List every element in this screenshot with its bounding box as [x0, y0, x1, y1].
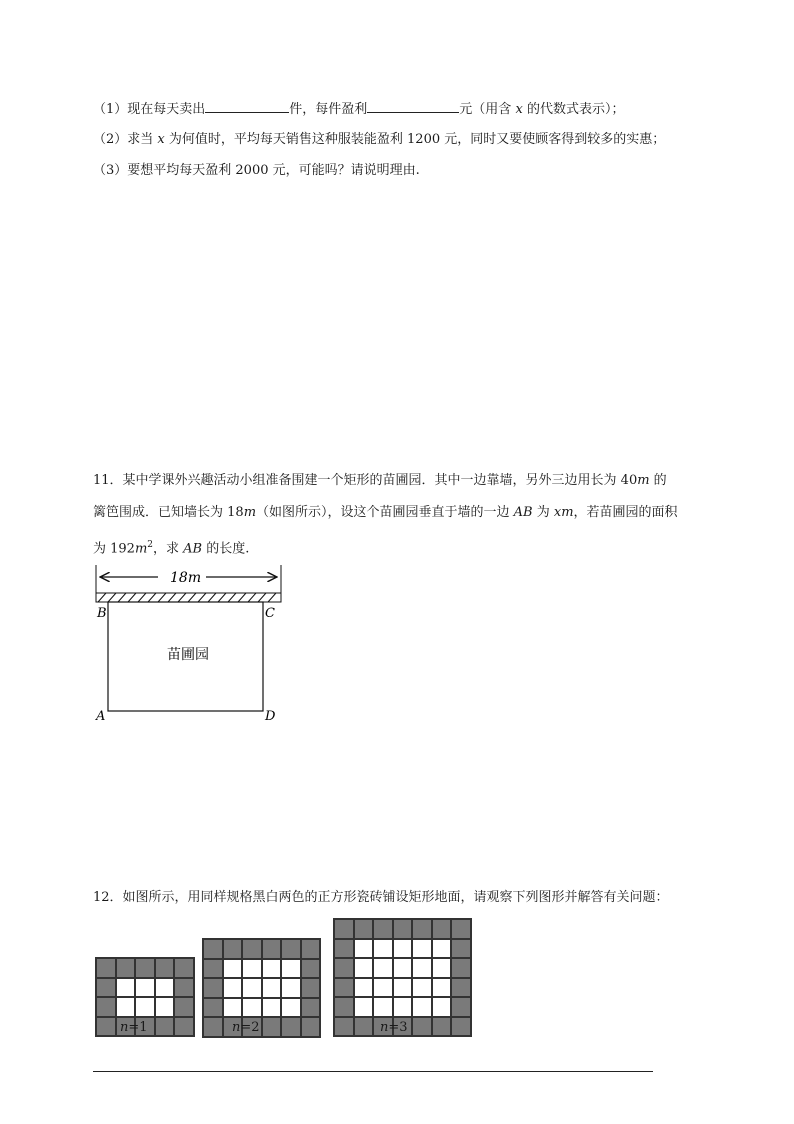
white-tile: [354, 958, 374, 978]
white-tile: [242, 959, 262, 979]
dark-tile: [223, 939, 243, 959]
dark-tile: [432, 1017, 452, 1037]
dark-tile: [116, 958, 136, 978]
garden-figure: [88, 563, 298, 728]
white-tile: [354, 997, 374, 1017]
white-tile: [412, 997, 432, 1017]
dark-tile: [334, 958, 354, 978]
dark-tile: [451, 919, 471, 939]
white-tile: [432, 978, 452, 998]
white-tile: [262, 959, 282, 979]
q11-text: 11．某中学课外兴趣活动小组准备围建一个矩形的苗圃园．其中一边靠墙，另外三边用长为 40m 的 篱笆围成．已知墙长为 18m（如图所示），设这个苗圃园垂直于墙的一边 AB 为 xm，若苗圃园的面积 为 $192m^2$，求 AB 的长度.: [93, 473, 678, 557]
white-tile: [281, 998, 301, 1018]
vertex-D: D: [265, 709, 276, 724]
dark-tile: [262, 1017, 282, 1037]
white-tile: [135, 978, 155, 998]
tile-pattern-n2: [202, 938, 321, 1038]
pattern-label-n2: n=2: [232, 1020, 260, 1035]
white-tile: [412, 958, 432, 978]
white-tile: [135, 997, 155, 1017]
q10-part2-text-b: 为何值时，平均每天销售这种服装能盈利 1200 元，同时又要使顾客得到较多的实惠；: [168, 132, 666, 147]
variable-x: x: [515, 102, 523, 117]
footer-rule: [93, 1071, 653, 1072]
dark-tile: [174, 958, 194, 978]
white-tile: [373, 939, 393, 959]
dark-tile: [334, 997, 354, 1017]
q10-part1-text-d: 的代数式表示）；: [526, 102, 625, 117]
dark-tile: [354, 919, 374, 939]
white-tile: [354, 939, 374, 959]
q10-part2-text: （2）求当: [93, 132, 154, 147]
q10-part3: [93, 162, 420, 180]
dark-tile: [262, 939, 282, 959]
q10-part1: [93, 99, 624, 119]
dark-tile: [393, 919, 413, 939]
wall-hatch: [96, 593, 281, 602]
dark-tile: [301, 959, 321, 979]
white-tile: [281, 978, 301, 998]
white-tile: [155, 978, 175, 998]
dark-tile: [96, 1017, 116, 1037]
q10-part3-text: （3）要想平均每天盈利 2000 元，可能吗？请说明理由.: [93, 163, 420, 178]
dark-tile: [242, 939, 262, 959]
dark-tile: [96, 978, 116, 998]
garden-label: 苗圃园: [167, 647, 209, 663]
dark-tile: [373, 919, 393, 939]
q12-text: 12．如图所示，用同样规格黑白两色的正方形瓷砖铺设矩形地面，请观察下列图形并解答有关问题：: [93, 890, 669, 905]
dark-tile: [334, 939, 354, 959]
dark-tile: [354, 1017, 374, 1037]
white-tile: [373, 978, 393, 998]
dark-tile: [96, 958, 116, 978]
white-tile: [393, 997, 413, 1017]
dark-tile: [281, 1017, 301, 1037]
dark-tile: [334, 1017, 354, 1037]
white-tile: [223, 978, 243, 998]
dark-tile: [451, 1017, 471, 1037]
white-tile: [116, 997, 136, 1017]
white-tile: [393, 939, 413, 959]
dark-tile: [451, 997, 471, 1017]
dark-tile: [96, 997, 116, 1017]
dark-tile: [174, 1017, 194, 1037]
pattern-label-n3: n=3: [380, 1020, 408, 1035]
white-tile: [432, 958, 452, 978]
white-tile: [412, 978, 432, 998]
white-tile: [393, 958, 413, 978]
dark-tile: [174, 978, 194, 998]
white-tile: [281, 959, 301, 979]
vertex-A: A: [96, 709, 106, 724]
white-tile: [373, 958, 393, 978]
white-tile: [223, 998, 243, 1018]
dark-tile: [451, 958, 471, 978]
white-tile: [242, 998, 262, 1018]
q10-part1-text-b: 件，每件盈利: [289, 102, 368, 117]
white-tile: [393, 978, 413, 998]
dark-tile: [203, 978, 223, 998]
white-tile: [412, 939, 432, 959]
dark-tile: [301, 1017, 321, 1037]
white-tile: [262, 998, 282, 1018]
dark-tile: [135, 958, 155, 978]
white-tile: [262, 978, 282, 998]
dark-tile: [412, 919, 432, 939]
white-tile: [432, 997, 452, 1017]
wall-length-label: 18m: [170, 570, 202, 586]
dark-tile: [451, 978, 471, 998]
dark-tile: [281, 939, 301, 959]
answer-blank-2[interactable]: [367, 99, 459, 113]
dark-tile: [155, 1017, 175, 1037]
dark-tile: [412, 1017, 432, 1037]
vertex-C: C: [265, 606, 275, 621]
dark-tile: [301, 978, 321, 998]
dark-tile: [203, 939, 223, 959]
dark-tile: [334, 978, 354, 998]
q10-part1-text: （1）现在每天卖出: [93, 102, 206, 117]
variable-x: x: [157, 132, 165, 147]
dark-tile: [203, 998, 223, 1018]
white-tile: [242, 978, 262, 998]
dark-tile: [203, 959, 223, 979]
white-tile: [373, 997, 393, 1017]
dark-tile: [174, 997, 194, 1017]
dark-tile: [334, 919, 354, 939]
white-tile: [432, 939, 452, 959]
q10-part2: [93, 131, 665, 149]
dark-tile: [301, 998, 321, 1018]
dark-tile: [432, 919, 452, 939]
dark-tile: [301, 939, 321, 959]
vertex-B: B: [97, 606, 107, 621]
white-tile: [116, 978, 136, 998]
q10-part1-text-c: 元（用含: [459, 102, 512, 117]
dark-tile: [203, 1017, 223, 1037]
white-tile: [155, 997, 175, 1017]
white-tile: [354, 978, 374, 998]
pattern-label-n1: n=1: [120, 1020, 148, 1035]
dark-tile: [155, 958, 175, 978]
dark-tile: [451, 939, 471, 959]
white-tile: [223, 959, 243, 979]
answer-blank-1[interactable]: [205, 99, 289, 113]
